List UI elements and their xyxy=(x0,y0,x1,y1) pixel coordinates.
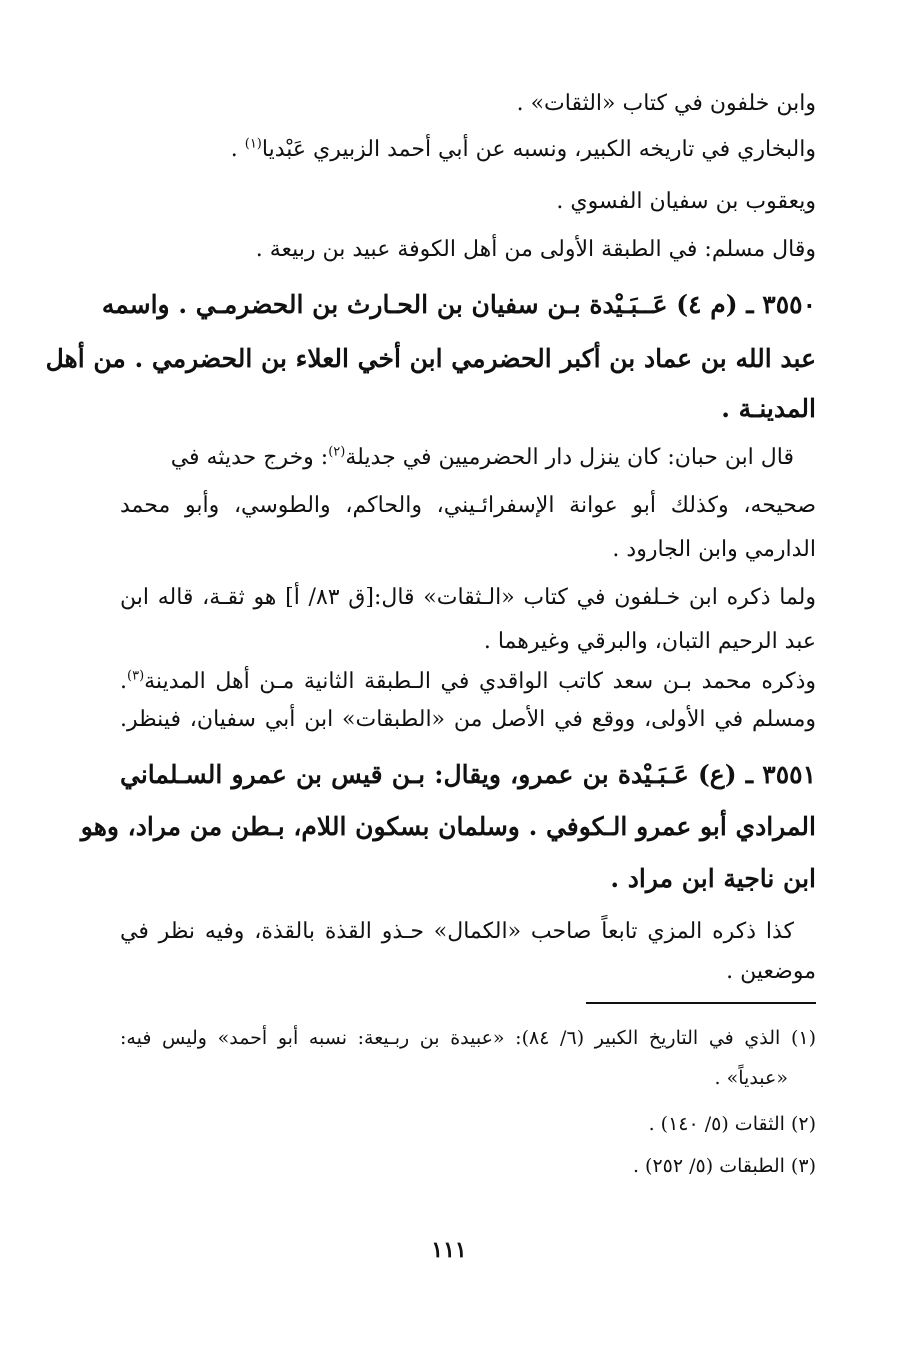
entry-heading-line: المدينـة . xyxy=(721,394,816,423)
body-line: صحيحه، وكذلك أبو عوانة الإسفرائـيني، والحاكم، والطوسي، وأبو محمد xyxy=(120,493,816,518)
footnote-3: (٣) الطبقات (٥/ ٢٥٢) . xyxy=(632,1155,816,1177)
body-line: وابن خلفون في كتاب «الثقات» . xyxy=(516,91,816,116)
body-text: قال ابن حبان: كان ينزل دار الحضرميين في جديلة xyxy=(345,445,794,470)
body-line xyxy=(120,128,816,172)
body-text: : وخرج حديثه في xyxy=(170,445,329,470)
footnote-marker: (١) xyxy=(244,136,262,152)
entry-heading-line: عبد الله بن عماد بن أكبر الحضرمي ابن أخي العلاء بن الحضرمي . من أهل xyxy=(45,344,816,373)
body-line: وقال مسلم: في الطبقة الأولى من أهل الكوفة عبيد بن ربيعة . xyxy=(255,237,816,262)
footnote-marker: (٣) xyxy=(127,668,145,684)
footnote-1-continued: «عبدياً» . xyxy=(714,1067,788,1089)
footnote-marker: (٢) xyxy=(328,444,346,460)
body-text: والبخاري في تاريخه الكبير، ونسبه عن أبي أحمد الزبيري عَبْديا xyxy=(261,137,816,162)
footnote-separator xyxy=(586,1002,816,1004)
footnote-1: (١) الذي في التاريخ الكبير (٦/ ٨٤): «عبيدة بن ربـيعة: نسبه أبو أحمد» وليس فيه: xyxy=(120,1027,816,1049)
body-line: كذا ذكره المزي تابعاً صاحب «الكمال» حـذو القذة بالقذة، وفيه نظر في xyxy=(120,919,794,944)
body-text: . xyxy=(230,137,245,162)
body-line xyxy=(120,436,794,480)
body-line: ولما ذكره ابن خـلفون في كتاب «الـثقات» قال:[ق ٨٣/ أ] هو ثقـة، قاله ابن xyxy=(120,585,816,610)
entry-heading-3550: ٣٥٥٠ ـ (م ٤) عَــبَـيْدة بـن سفيان بن الحـارث بن الحضرمـي . واسمه xyxy=(101,290,816,319)
body-line: موضعين . xyxy=(726,959,816,984)
body-text: . xyxy=(120,669,127,694)
page-number: ١١١ xyxy=(431,1237,467,1263)
body-line: ومسلم في الأولى، ووقع في الأصل من «الطبقات» ابن أبي سفيان، فينظر. xyxy=(120,707,816,732)
entry-heading-3551: ٣٥٥١ ـ (ع) عَـبَـيْدة بن عمرو، ويقال: بـن قيس بن عمرو السـلماني xyxy=(120,760,816,789)
body-line: ويعقوب بن سفيان الفسوي . xyxy=(556,189,816,214)
entry-heading-line: ابن ناجية ابن مراد . xyxy=(610,864,816,893)
body-text: وذكره محمد بـن سعد كاتب الواقدي في الـطبقة الثانية مـن أهل المدينة xyxy=(144,669,816,694)
body-line: الدارمي وابن الجارود . xyxy=(612,537,816,562)
entry-heading-line: المرادي أبو عمرو الـكوفي . وسلمان بسكون اللام، بـطن من مراد، وهو xyxy=(80,812,816,841)
body-line: عبد الرحيم التبان، والبرقي وغيرهما . xyxy=(483,629,816,654)
footnote-2: (٢) الثقات (٥/ ١٤٠) . xyxy=(648,1113,816,1135)
